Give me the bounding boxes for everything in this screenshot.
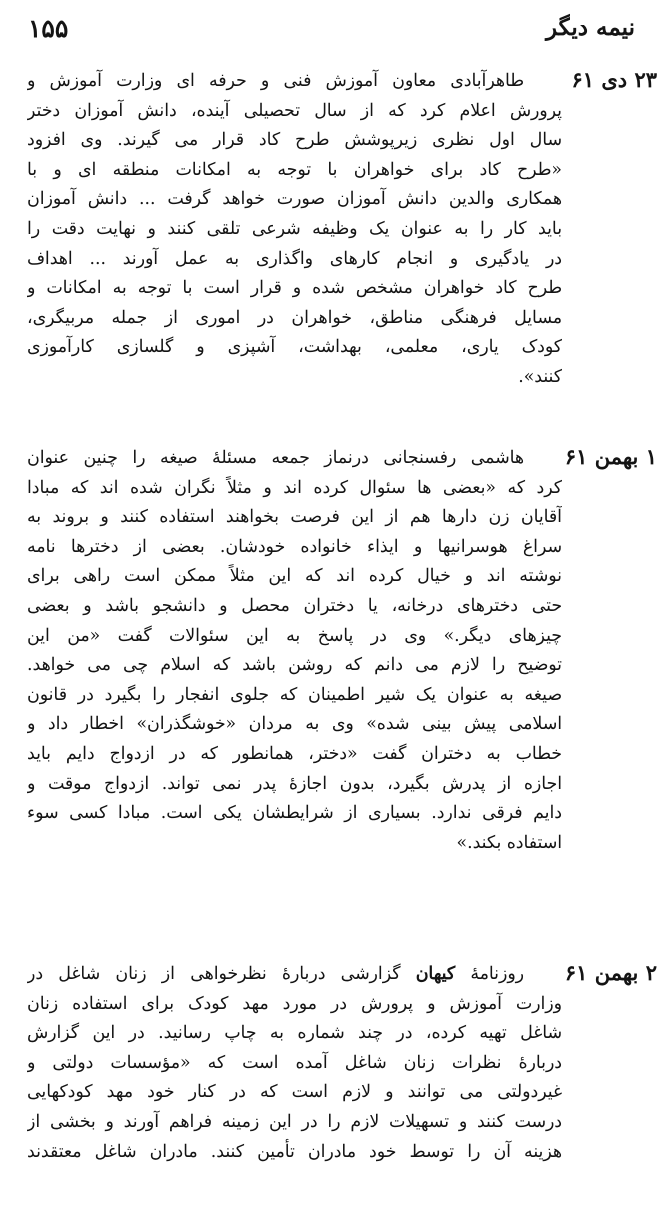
page-header	[0, 14, 667, 48]
entry-line: آقایان زن دارها هم از این فرصت بخواهند استفاده کنند و بروند به	[27, 507, 562, 528]
entry-line: استفاده بکند.»	[456, 832, 562, 853]
entry-date: ۲۳ دی ۶۱	[571, 67, 657, 92]
entry-line: درست کنند و تسهیلات لازم را در این زمینه فراهم آورند و بخشی از	[27, 1111, 562, 1132]
entry-line: توضیح را لازم می دانم که روشن باشد که اسلام چی می خواهد.	[27, 655, 562, 676]
entry-line: وزارت آموزش و پرورش در مورد مهد کودک برای استفاده زنان	[27, 993, 562, 1014]
entry-line: غیردولتی می توانند و لازم است که در کنار خود مهد کودکهایی	[27, 1082, 562, 1103]
entry-body	[27, 444, 562, 858]
entry-line: اجازه از پدرش بگیرد، بدون اجازهٔ پدر نمی تواند. ازدواج موقت و	[27, 773, 562, 794]
entry-line: هزینه آن را توسط خود مادران تأمین کنند. مادران شاغل معتقدند	[27, 1141, 562, 1162]
entry-line: اسلامی پیش بینی شده» وی به مردان «خوشگذران» اخطار داد و	[27, 714, 562, 735]
entry-date: ۱ بهمن ۶۱	[564, 444, 657, 469]
lead-prefix: روزنامهٔ	[470, 964, 525, 984]
page-number: ۱۵۵	[28, 14, 69, 43]
entry-line: باید کار را به عنوان یک وظیفه شرعی تلقی کنند و نهایت دقت را	[27, 218, 562, 239]
entry-line: مسایل فرهنگی مناطق، خواهران در اموری از جمله مربیگری،	[27, 307, 562, 328]
entry-line: طاهرآبادی معاون آموزش فنی و حرفه ای وزارت آموزش و	[27, 71, 524, 91]
entry-line: دایم فرقی ندارد. بسیاری از شرایطشان یکی است. مبادا کسی سوء	[27, 803, 562, 824]
entry-line: هاشمی رفسنجانی درنماز جمعه مسئلهٔ صیغه را چنین عنوان	[27, 448, 524, 468]
entry-date: ۲ بهمن ۶۱	[564, 960, 657, 985]
entry-line: نوشته اند و خیال کرده اند که این مثلاً ممکن است راهی برای	[27, 566, 562, 587]
entry-line: «طرح کاد برای خواهران با توجه به امکانات منطقه ای و با	[27, 159, 562, 180]
lead-rest: گزارشی دربارهٔ نظرخواهی از زنان شاغل در	[27, 964, 401, 984]
entry-line: کرد که «بعضی ها سئوال کرده اند و مثلاً نگران شده اند که مبادا	[27, 477, 562, 498]
entry-line: طرح کاد خواهران مشخص شده و قرار است با توجه به امکانات و	[27, 278, 562, 299]
entry-body	[27, 67, 562, 393]
running-title: نیمه دیگر	[545, 14, 635, 41]
entry-line: سراغ هوسرانیها و ایذاء خانواده خودشان. بعضی از دخترها نامه	[27, 536, 562, 557]
entry-line: در یادگیری و انجام کارهای واگذاری به عمل آورند ... اهداف	[27, 248, 562, 269]
entry-line: سال اول نظری زیرپوشش طرح کاد قرار می گیرند. وی افزود	[27, 130, 562, 151]
entry-line: خطاب به دختران گفت «دختر، همانطور که در ازدواج دایم باید	[27, 743, 562, 764]
entry-line: صیغه به عنوان یک شیر اطمینان که جلوی انفجار را بگیرد در قانون	[27, 684, 562, 705]
entry-line: پرورش اعلام کرد که از سال تحصیلی آینده، دانش آموزان دختر	[27, 100, 562, 121]
entry-line: کنند».	[518, 366, 562, 387]
entry-line: حتی دخترهای درخانه، یا دختران محصل و دانشجو باشد و بعضی	[27, 595, 562, 616]
entry-body	[27, 960, 562, 1167]
entry-line: همکاری والدین دانش آموزان صورت خواهد گرفت ... دانش آموزان	[27, 189, 562, 210]
entry-line: شاغل تهیه کرده، در چند شماره به چاپ رسانید. در این گزارش	[27, 1023, 562, 1044]
newspaper-name: کیهان	[415, 964, 456, 984]
entry-lead-line	[27, 960, 562, 990]
entry-line: کودک یاری، معلمی، بهداشت، آشپزی و گلسازی کارآموزی	[27, 337, 562, 358]
entry-line: چیزهای دیگر.» وی در پاسخ به این سئوالات گفت «من این	[27, 625, 562, 646]
entry-line: دربارهٔ نظرات زنان شاغل آمده است که «مؤسسات دولتی و	[27, 1052, 562, 1073]
